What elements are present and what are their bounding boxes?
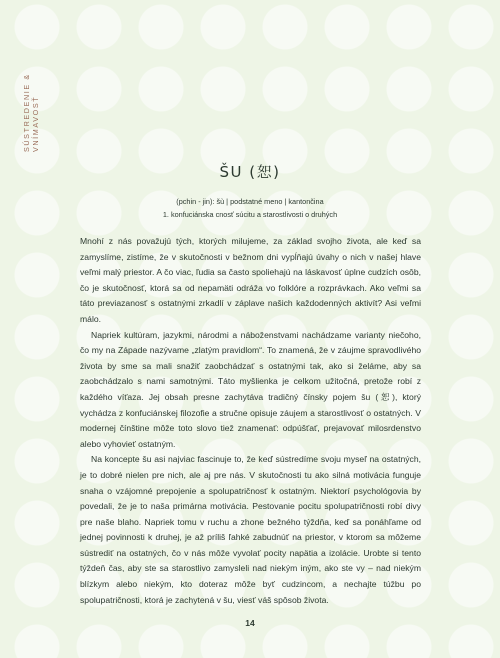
- paragraph-3: Na koncepte šu asi najviac fascinuje to, že keď sústredíme svoju myseľ na ostatných, je to dobré nielen pre nich, ale aj pre nás. V skutočnosti tu ako silná motivácia funguje snaha o vzájomné prepojenie a spolupatričnosť k ostatným. Niektorí psychológovia by povedali, že je to naša primárna motivácia. Pestovanie pocitu spolupatričnosti robí divy pre naše blaho. Napriek tomu v ruchu a zhone bežného týždňa, keď sa ponáhľame od jednej povinnosti k druhej, je až príliš ľahké zabudnúť na priestor, v ktorom sa môžeme sústrediť na ostatných, čo v nás môže vyvolať pocity napätia a izolácie. Urobte si tento týždeň čas, aby ste sa starostlivo zamysleli nad niekým iným, ako ste vy – nad niekým blízkym alebo niekým, kto doteraz môže byť cudzincom, a nechajte túžbu po spolupatričnosti, ktorá je zachytená v šu, viesť váš spôsob života.: [80, 454, 421, 605]
- running-head: SÚSTREDENIE & VNÍMAVOSŤ: [22, 73, 40, 152]
- paragraph-2: Napriek kultúram, jazykmi, národmi a náboženstvami nachádzame varianty niečoho, čo my na Západe nazývame „zlatým pravidlom“. To znamená, že v záujme spravodlivého života by sme sa mali snažiť zaobchádzať s ostatnými tak, ako si želáme, aby sa zaobchádzalo s nami samotnými. Táto myšlienka je celkom užitočná, pretože robí z každého víťaza. Jej obsah presne zachytáva tradičný čínsky pojem šu (恕), ktorý vychádza z konfuciánskej filozofie a stručne opisuje záujem a starostlivosť o ostatných. V modernej čínštine môže toto slovo tiež znamenať: odpúšťať, prejavovať milosrdenstvo alebo vyhovieť ostatným.: [80, 329, 421, 449]
- page-number: 14: [245, 618, 255, 628]
- pronunciation-line: (pchin - jin): šù | podstatné meno | kantončina: [176, 197, 324, 206]
- entry-title: ŠU (恕): [219, 163, 281, 181]
- definition-block: [0, 195, 500, 221]
- body-text: [80, 234, 421, 608]
- paragraph-1: Mnohí z nás považujú tých, ktorých milujeme, za základ svojho života, ale keď sa zamyslíme, zistíme, že v skutočnosti v bežnom dni vypĺňajú úvahy o nich v našej hlave veľmi malý priestor. A čo viac, ľudia sa často spoliehajú na láskavosť úplne cudzích osôb, čo je skutočnosť, ktorá sa od nepamäti odráža vo folklóre a rozprávkach. Ako veľmi sa táto previazanosť s ostatnými zrkadlí v záplave našich každodenných aktivít? Asi veľmi málo.: [80, 236, 421, 324]
- meaning-line: 1. konfuciánska cnosť súcitu a starostlivosti o druhých: [162, 210, 338, 219]
